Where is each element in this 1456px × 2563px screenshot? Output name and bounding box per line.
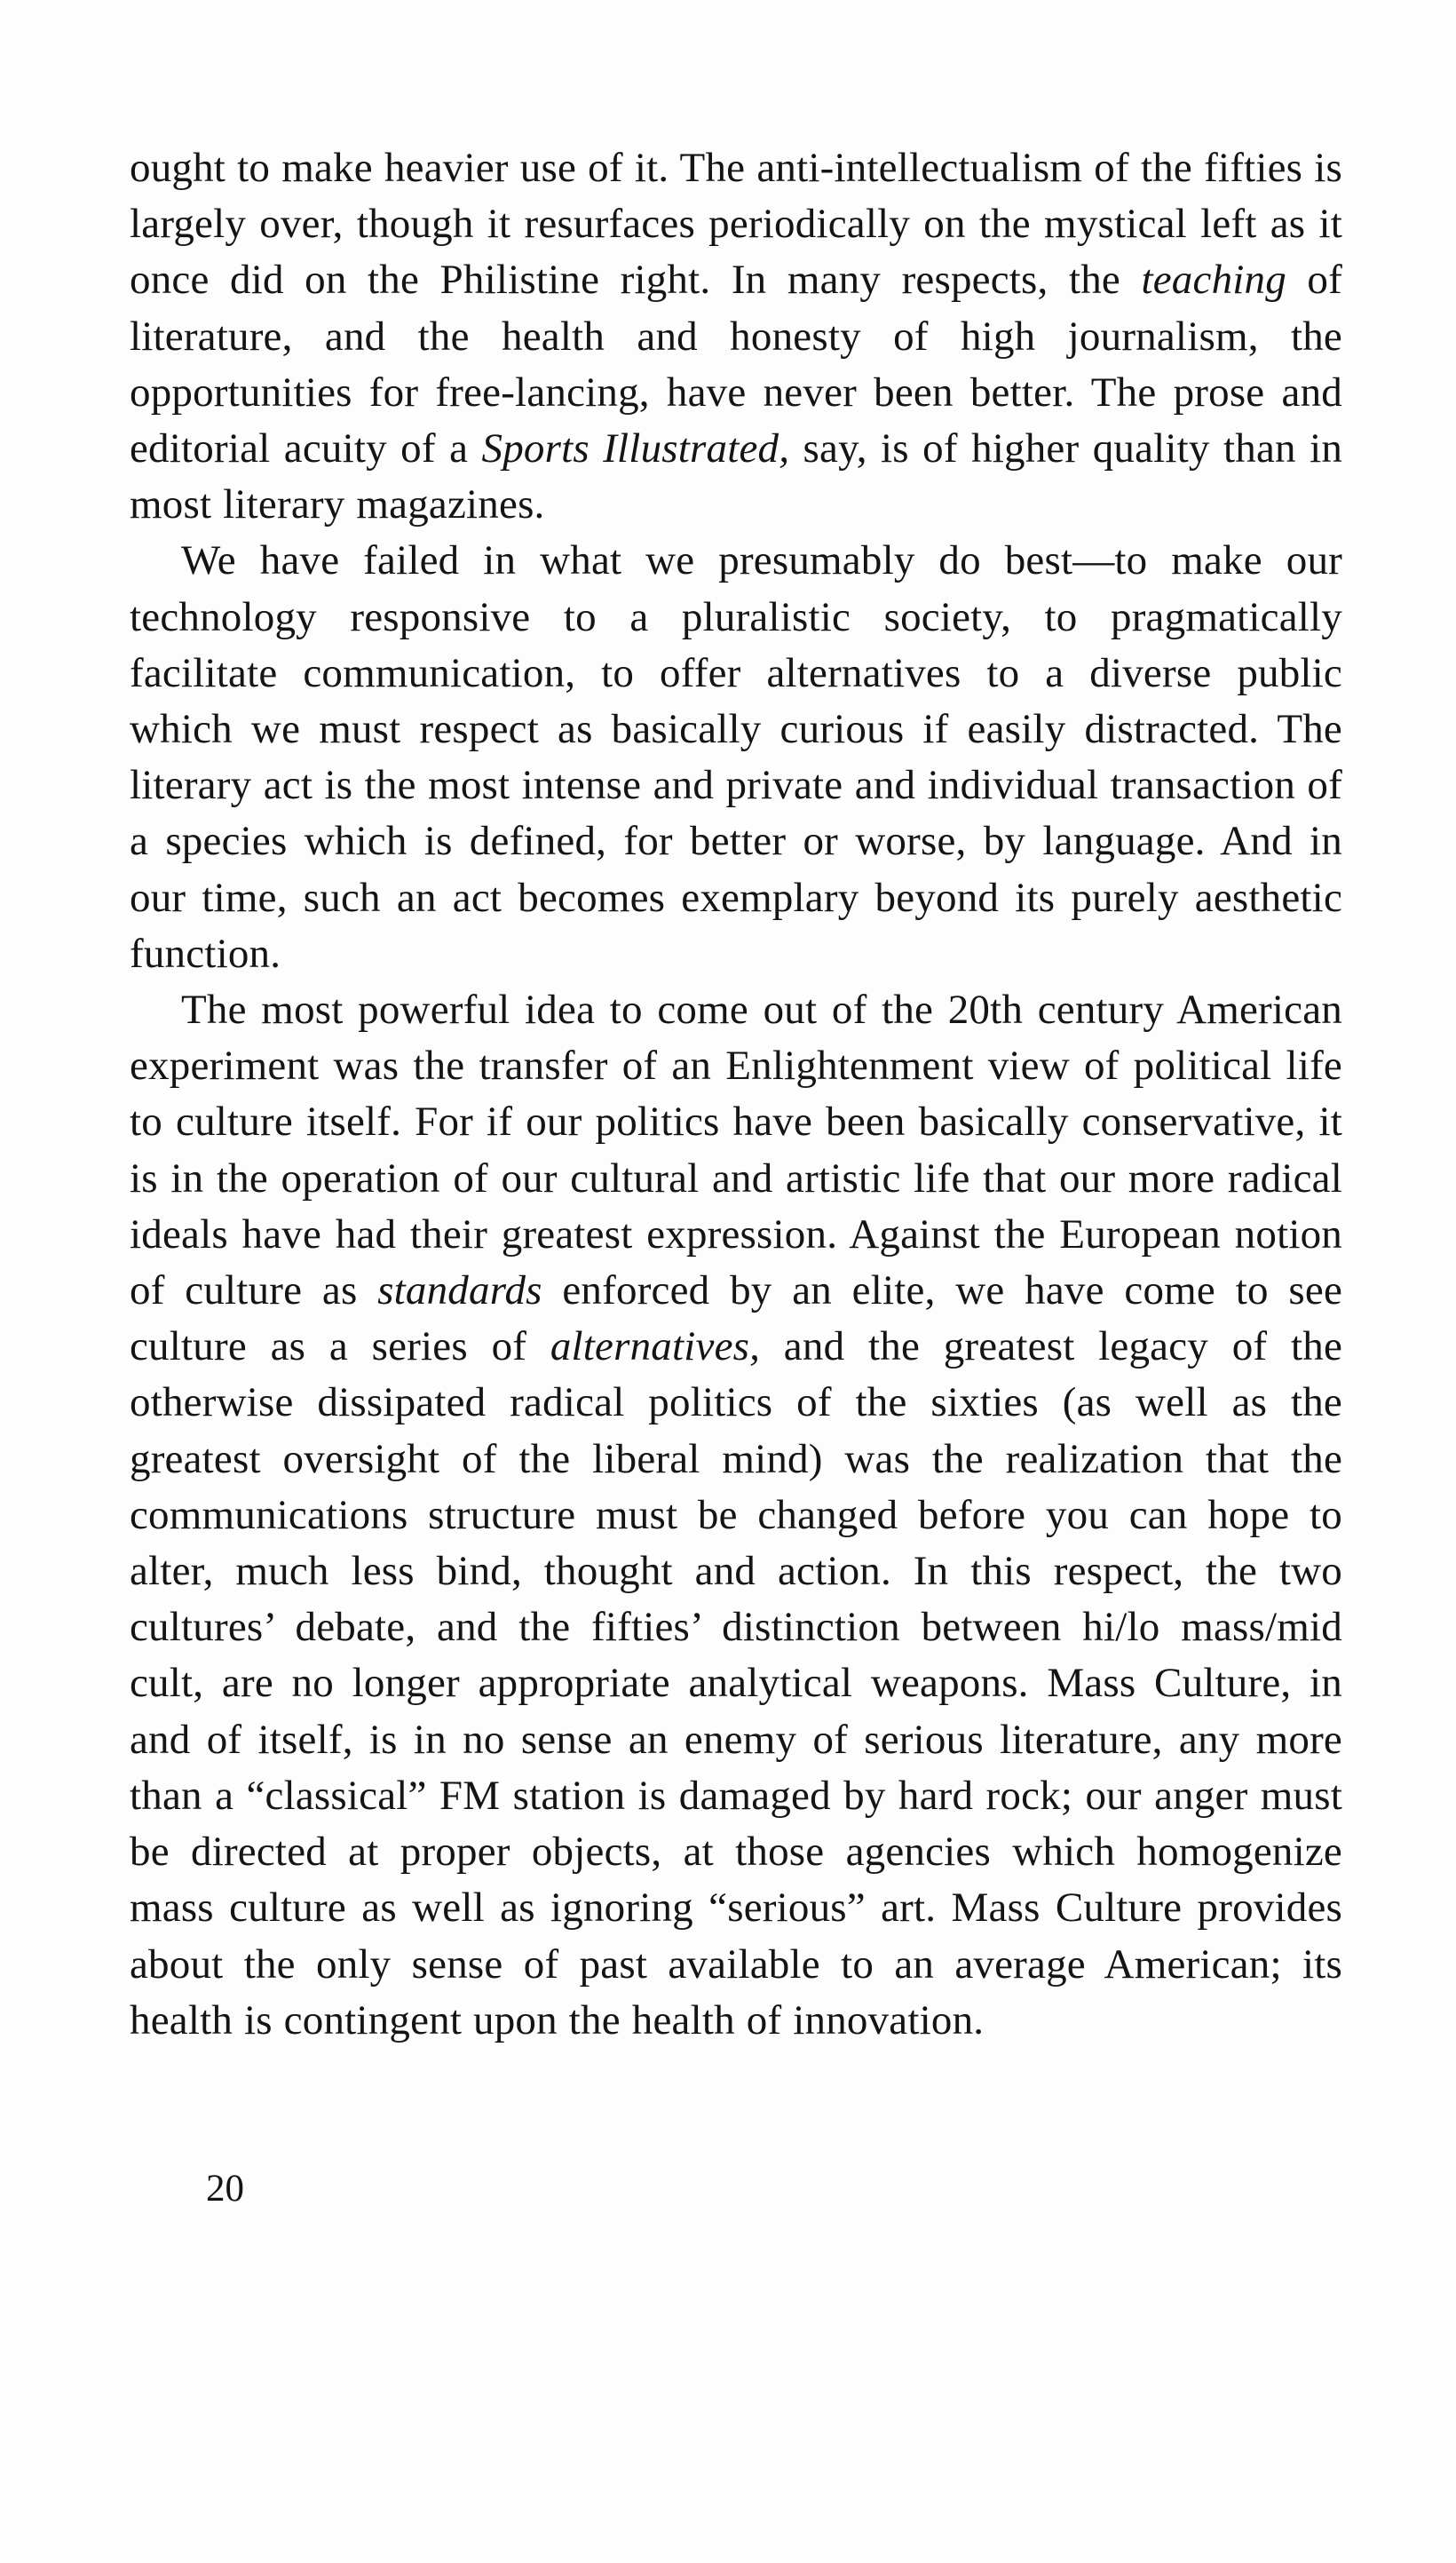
p2-seg-0: We have failed in what we presumably do best—to make our technology responsive to a pluralistic society, to pragmatically facilitate communication, to offer alternatives to a diverse public which we must respect as basically curious if easily distracted. The literary act is the most intense and private and individual transaction of a species which is defined, for better or worse, by language. And in our time, such an act becomes exemplary beyond its purely aesthetic function. <box>130 537 1342 977</box>
p3-seg-3-italic: alternatives, <box>550 1323 761 1370</box>
p1-seg-0: ought to make heavier use of it. The anti-intellectualism of the fifties is largely over, though it resurfaces periodically on the mystical left as it once did on the Philistine right. In many respects, the <box>130 145 1342 304</box>
p1-seg-2: of literature, and the health and honesty of high journalism, the opportunities for free-lancing, have never been better. The prose and editorial acuity of a <box>130 257 1342 472</box>
p1-seg-3-italic: Sports Illustrated, <box>481 425 790 472</box>
p1-seg-4: say, is of higher quality than in most literary magazines. <box>130 425 1343 528</box>
p3-seg-2: enforced by an elite, we have come to see culture as a series of <box>130 1267 1342 1370</box>
p3-seg-0: The most powerful idea to come out of the 20th century American experiment was the transfer of an Enlightenment view of political life to culture itself. For if our politics have been basically conservative, it is in the operation of our cultural and artistic life that our more radical ideals have had their greatest expression. Against the European notion of culture as <box>130 987 1342 1314</box>
body-text <box>130 140 1342 2049</box>
paragraph-3 <box>130 982 1342 2049</box>
paragraph-2 <box>130 533 1342 982</box>
p1-seg-1-italic: teaching <box>1141 257 1286 304</box>
paragraph-1 <box>130 140 1342 533</box>
page-number: 20 <box>206 2168 244 2210</box>
p3-seg-1-italic: standards <box>377 1267 542 1314</box>
p3-seg-4: and the greatest legacy of the otherwise dissipated radical politics of the sixties (as well as the greatest oversight of the liberal mind) was the realization that the communications structure must be changed before you can hope to alter, much less bind, thought and action. In this respect, the two cultures’ debate, and the fifties’ distinction between hi/lo mass/mid cult, are no longer appropriate analytical weapons. Mass Culture, in and of itself, is in no sense an enemy of serious literature, any more than a “classical” FM station is damaged by hard rock; our anger must be directed at proper objects, at those agencies which homogenize mass culture as well as ignoring “serious” art. Mass Culture provides about the only sense of past available to an average American; its health is contingent upon the health of innovation. <box>130 1323 1343 2043</box>
